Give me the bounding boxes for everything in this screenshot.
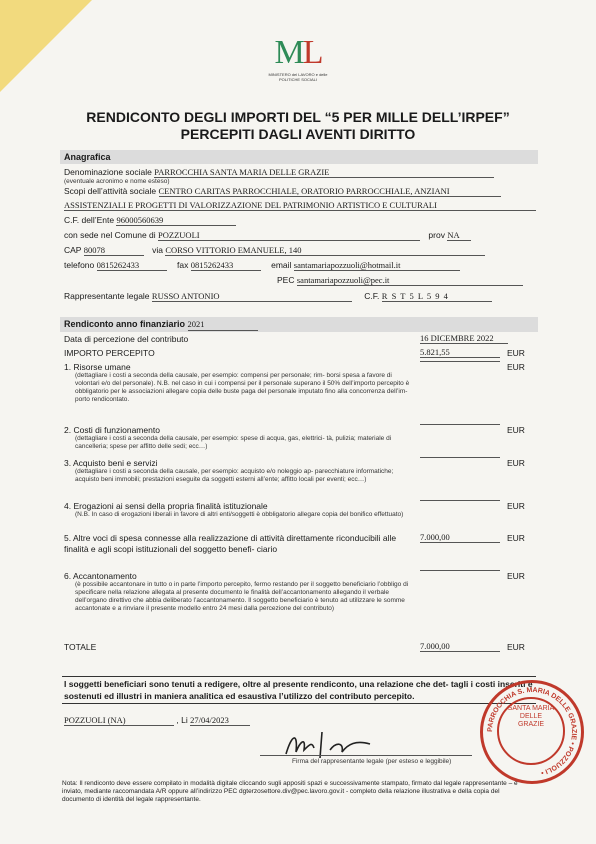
cf-field[interactable]: 96000560639 xyxy=(116,215,236,226)
eur-label: EUR xyxy=(507,642,525,652)
scopi-field-2[interactable]: ASSISTENZIALI E PROGETTI DI VALORIZZAZIONE DEL PATRIMONIO ARTISTICO E CULTURALI xyxy=(64,200,536,211)
svg-text:PARROCCHIA S. MARIA DELLE GRAZ: PARROCCHIA S. MARIA DELLE GRAZIE • POZZUOLI • xyxy=(486,686,578,776)
item-erogazioni-amount[interactable] xyxy=(420,500,500,501)
anno-field[interactable]: 2021 xyxy=(188,318,258,331)
importo-percepito-label: IMPORTO PERCEPITO xyxy=(64,348,155,358)
item-risorse-umane-title: 1. Risorse umane xyxy=(64,362,131,372)
anagrafica-header: Anagrafica xyxy=(60,150,538,164)
denominazione-field[interactable]: PARROCCHIA SANTA MARIA DELLE GRAZIE xyxy=(154,167,494,178)
firma-label: Firma del rappresentante legale (per esteso e leggibile) xyxy=(292,758,452,765)
telefono-field[interactable]: 0815262433 xyxy=(97,260,167,271)
item-costi-funzionamento-title: 2. Costi di funzionamento xyxy=(64,425,160,435)
totale-amount[interactable]: 7.000,00 xyxy=(420,641,500,652)
cf-row: C.F. dell’Ente 96000560639 xyxy=(64,215,236,226)
item-accantonamento-amount[interactable] xyxy=(420,570,500,571)
rappresentante-row: Rappresentante legale RUSSO ANTONIO C.F. R S T 5 L 5 9 4 xyxy=(64,291,492,302)
luogo-field[interactable]: POZZUOLI (NA) xyxy=(64,715,174,726)
importo-percepito-field[interactable]: 5.821,55 xyxy=(420,347,500,358)
eur-label: EUR xyxy=(507,362,525,372)
eur-label: EUR xyxy=(507,501,525,511)
notice-box: I soggetti beneficiari sono tenuti a redigere, oltre al presente rendiconto, una relazione che det- tagli i costi inseriti e sostenuti ed illustri in maniera analitica ed esaustiva l’utilizzo del contributo percepito. xyxy=(62,676,536,704)
eur-label: EUR xyxy=(507,348,525,358)
cap-field[interactable]: 80078 xyxy=(84,245,144,256)
denominazione-note: (eventuale acronimo e nome esteso) xyxy=(64,178,170,185)
signature-line xyxy=(260,755,472,756)
via-field[interactable]: CORSO VITTORIO EMANUELE, 140 xyxy=(165,245,485,256)
item-costi-funzionamento-desc: (dettagliare i costi a seconda della causale, per esempio: spese di acqua, gas, elettrici- tà, pulizia; materiale di cancelleria; spese per affitto delle sedi; ecc…) xyxy=(75,435,392,450)
scopi-field-1[interactable]: CENTRO CARITAS PARROCCHIALE, ORATORIO PARROCCHIALE, ANZIANI xyxy=(159,186,501,197)
rendiconto-header: Rendiconto anno finanziario 2021 xyxy=(60,317,538,332)
luogo-data-row: POZZUOLI (NA) , Li 27/04/2023 xyxy=(64,715,250,726)
rappresentante-field[interactable]: RUSSO ANTONIO xyxy=(152,291,352,302)
sede-row: con sede nel Comune di POZZUOLI prov NA xyxy=(64,230,471,241)
item-altre-voci-title: 5. Altre voci di spesa connesse alla realizzazione di attività direttamente riconducibili alle finalità e agli scopi istituzionali del soggetto benefi- ciario xyxy=(64,533,397,554)
contacts-row: telefono 0815262433 fax 0815262433 email santamariapozzuoli@hotmail.it xyxy=(64,260,460,271)
eur-label: EUR xyxy=(507,425,525,435)
eur-label: EUR xyxy=(507,571,525,581)
item-accantonamento-desc: (è possibile accantonare in tutto o in parte l’importo percepito, fermo restando per il soggetto beneficiario l’obbligo di specificare nella relazione allegata al presente documento le finalità dell’accantonamento allegando il verbale dell’organo direttivo che abbia deliberato l’accantonamento. Il soggetto beneficiario è tenuto ad utilizzare le somme accantonate e a rinviare il presente modello entro 24 mesi dalla percezione del contributo) xyxy=(75,581,409,612)
email-field[interactable]: santamariapozzuoli@hotmail.it xyxy=(294,260,460,271)
pec-row: PEC santamariapozzuoli@pec.it xyxy=(277,275,523,286)
pec-field[interactable]: santamariapozzuoli@pec.it xyxy=(297,275,523,286)
item-risorse-umane-desc: (dettagliare i costi a seconda della causale, per esempio: compensi per personale; rim- borsi spesa a favore di volontari e/o del personale). N.B. nel caso in cui i compensi per il personale superano il 50% dell’importo percepito è obbligatorio per le associazioni allegare copia delle buste paga del personale imputato fino alla concorrenza dell’im- porto rendicontato. xyxy=(75,372,410,403)
anagrafica-section xyxy=(60,150,538,164)
comune-field[interactable]: POZZUOLI xyxy=(158,230,420,241)
item-acquisto-beni-desc: (dettagliare i costi a seconda della causale, per esempio: acquisto e/o noleggio ap- parecchiature informatiche; acquisto beni immobili; prestazioni eseguite da soggetti esterni all’ente; affitto locali per eventi; ecc…) xyxy=(75,468,394,483)
data-percezione-field[interactable]: 16 DICEMBRE 2022 xyxy=(420,333,508,344)
scopi-row-2 xyxy=(64,200,536,211)
eur-label: EUR xyxy=(507,458,525,468)
rendiconto-section xyxy=(60,317,538,332)
address-row: CAP 80078 via CORSO VITTORIO EMANUELE, 140 xyxy=(64,245,485,256)
item-erogazioni-title: 4. Erogazioni ai sensi della propria finalità istituzionale xyxy=(64,501,268,511)
bottom-note: Nota: Il rendiconto deve essere compilato in modalità digitale cliccando sugli appositi spazi e successivamente stampato, firmato dal legale rappresentante – e inviato, mediante raccomandata A/R oppure all’indirizzo PEC dgterzosettore.div@pec.lavoro.gov.it - completo della relazione illustrativa e della copia del documento di identità del legale rappresentante. xyxy=(62,780,518,803)
data-percezione-label: Data di percezione del contributo xyxy=(64,334,189,344)
item-acquisto-beni-title: 3. Acquisto beni e servizi xyxy=(64,458,158,468)
item-risorse-umane-amount[interactable] xyxy=(420,361,500,362)
fax-field[interactable]: 0815262433 xyxy=(191,260,261,271)
item-erogazioni-desc: (N.B. In caso di erogazioni liberali in favore di altri enti/soggetti è obbligatorio allegare copia del bonifico effettuato) xyxy=(75,511,404,518)
data-field[interactable]: 27/04/2023 xyxy=(190,715,250,726)
eur-label: EUR xyxy=(507,533,525,543)
parish-stamp: PARROCCHIA S. MARIA DELLE GRAZIE • POZZUOLI • SANTA MARIA DELLE GRAZIE xyxy=(480,680,584,784)
scopi-row: Scopi dell’attività sociale CENTRO CARITAS PARROCCHIALE, ORATORIO PARROCCHIALE, ANZIANI xyxy=(64,186,501,197)
denominazione-row: Denominazione sociale PARROCCHIA SANTA MARIA DELLE GRAZIE xyxy=(64,167,494,178)
rappresentante-cf-field[interactable]: R S T 5 L 5 9 4 xyxy=(382,291,492,302)
ministry-name: MINISTERO del LAVORO e delle POLITICHE SOCIALI xyxy=(268,72,328,82)
ministry-logo: ML MINISTERO del LAVORO e delle POLITICHE SOCIALI xyxy=(262,36,334,82)
totale-label: TOTALE xyxy=(64,642,97,652)
item-costi-funzionamento-amount[interactable] xyxy=(420,424,500,425)
item-acquisto-beni-amount[interactable] xyxy=(420,457,500,458)
item-altre-voci-amount[interactable]: 7.000,00 xyxy=(420,532,500,543)
page-title: RENDICONTO DEGLI IMPORTI DEL “5 PER MILLE DELL’IRPEF” PERCEPITI DAGLI AVENTI DIRITTO xyxy=(86,109,510,142)
prov-field[interactable]: NA xyxy=(447,230,471,241)
item-accantonamento-title: 6. Accantonamento xyxy=(64,571,137,581)
corner-decoration xyxy=(0,0,92,92)
